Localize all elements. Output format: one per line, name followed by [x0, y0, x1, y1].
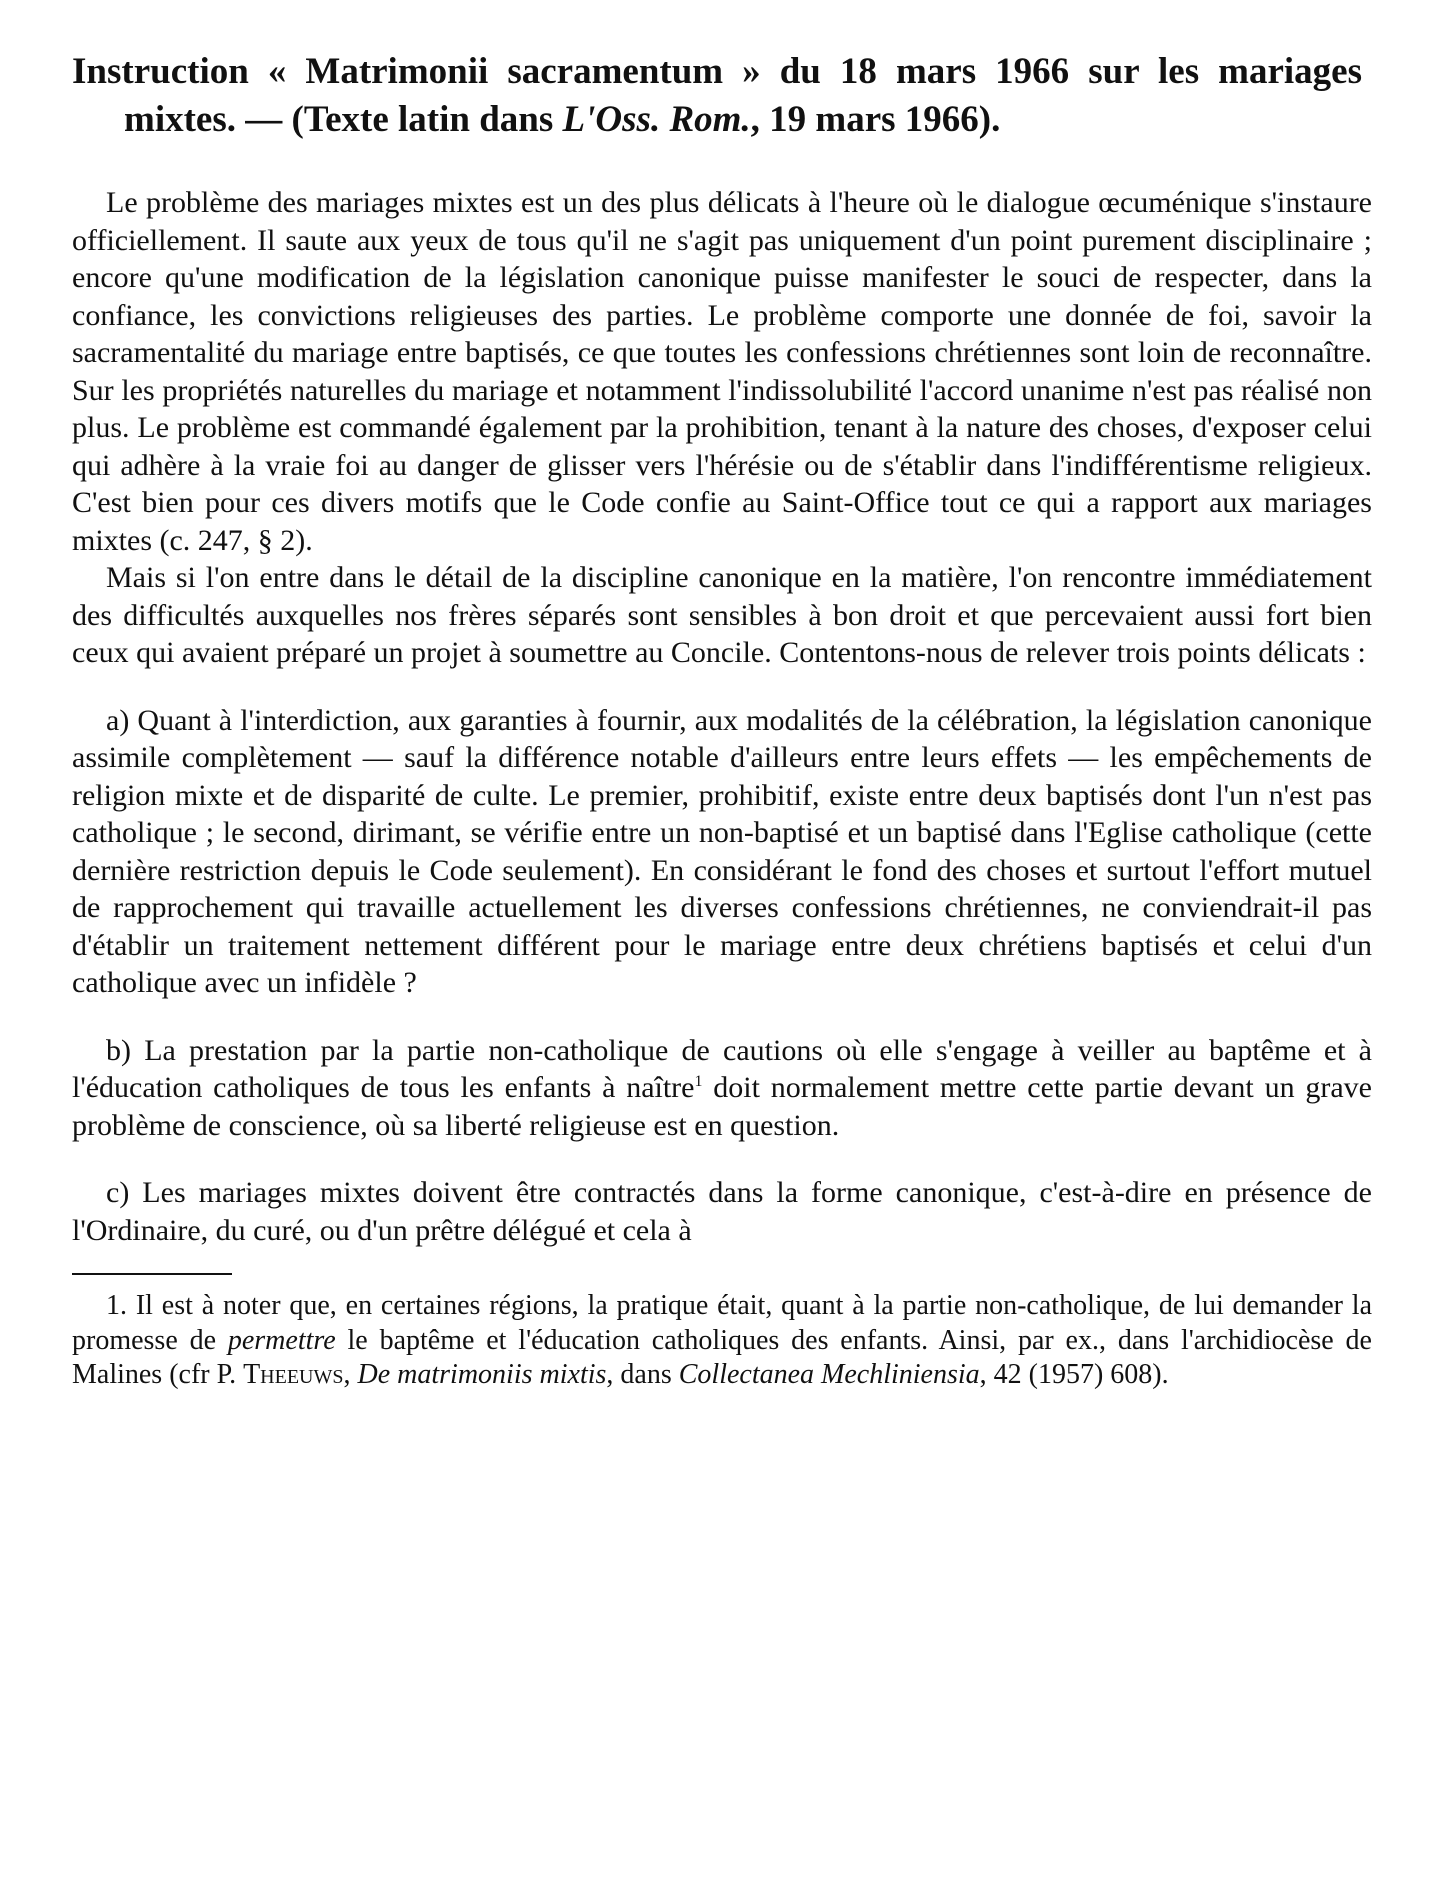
footnote-text-3: ,: [343, 1359, 358, 1390]
footnote-1: [72, 1289, 1372, 1393]
paragraph-intro: Le problème des mariages mixtes est un des plus délicats à l'heure où le dialogue œcuménique s'instaure officiellement. Il saute aux yeux de tous qu'il ne s'agit pas uniquement d'un point purement disciplinaire ; encore qu'une modification de la législation canonique puisse manifester le souci de respecter, dans la confiance, les convictions religieuses des parties. Le problème comporte une donnée de foi, savoir la sacramentalité du mariage entre baptisés, ce que toutes les confessions chrétiennes sont loin de reconnaître. Sur les propriétés naturelles du mariage et notamment l'indissolubilité l'accord unanime n'est pas réalisé non plus. Le problème est commandé également par la prohibition, tenant à la nature des choses, d'exposer celui qui adhère à la vraie foi au danger de glisser vers l'hérésie ou de s'établir dans l'indifférentisme religieux. C'est bien pour ces divers motifs que le Code confie au Saint-Office tout ce qui a rapport aux mariages mixtes (c. 247, § 2).: [72, 186, 1372, 557]
footnote-reference: 1: [694, 1073, 703, 1090]
footnote-text-5: , 42 (1957) 608).: [979, 1359, 1169, 1390]
point-b: [72, 1032, 1372, 1145]
footnote-journal-title: Collectanea Mechliniensia: [678, 1359, 980, 1390]
footnote-text-2: le baptême et l'éducation catholiques des enfants. Ainsi, par ex., dans l'archidiocèse de Malines (cfr P.: [72, 1324, 1372, 1390]
point-b-text-continued: doit normalement mettre cette partie devant un grave problème de conscience, où sa liberté religieuse est en question.: [72, 1071, 1372, 1142]
paragraph-difficulties: Mais si l'on entre dans le détail de la discipline canonique en la matière, l'on rencontre immédiatement des difficultés auxquelles nos frères séparés sont sensibles à bon droit et que percevaient aussi fort bien ceux qui avaient préparé un projet à soumettre au Concile. Contentons-nous de relever trois points délicats :: [72, 561, 1372, 669]
footnote-work-title: De matrimoniis mixtis: [357, 1359, 607, 1390]
heading-source-suffix: , 19 mars 1966).: [750, 99, 1001, 140]
heading-dash: —: [236, 99, 292, 140]
footnote-author: Theeuws: [243, 1359, 344, 1390]
heading-source-journal: L'Oss. Rom.: [562, 99, 751, 140]
heading-title: Instruction « Matrimonii sacramentum » du 18 mars 1966 sur les mariages mixtes.: [72, 51, 1362, 140]
point-a: a) Quant à l'interdiction, aux garanties à fournir, aux modalités de la célébration, la législation canonique assimile complètement — sauf la différence notable d'ailleurs entre leurs effets — les empêchements de religion mixte et de disparité de culte. Le premier, prohibitif, existe entre deux baptisés dont l'un n'est pas catholique ; le second, dirimant, se vérifie entre un non-baptisé et un baptisé dans l'Eglise catholique (cette dernière restriction depuis le Code seulement). En considérant le fond des choses et surtout l'effort mutuel de rapprochement qui travaille actuellement les diverses confessions chrétiennes, ne conviendrait-il pas d'établir un traitement nettement différent pour le mariage entre deux chrétiens baptisés et celui d'un catholique avec un infidèle ?: [72, 703, 1372, 999]
document-page: [72, 48, 1372, 1393]
footnote-emphasis: permettre: [227, 1324, 336, 1356]
heading-source-prefix: (Texte latin dans: [291, 99, 563, 140]
article-body: [72, 184, 1372, 1249]
footnote-text-4: , dans: [606, 1359, 679, 1390]
article-heading: [72, 48, 1362, 144]
point-c: c) Les mariages mixtes doivent être contractés dans la forme canonique, c'est-à-dire en présence de l'Ordinaire, du curé, ou d'un prêtre délégué et cela à: [72, 1176, 1372, 1247]
footnote-divider: [72, 1273, 232, 1275]
point-b-text: b) La prestation par la partie non-catholique de cautions où elle s'engage à veiller au baptême et à l'éducation catholiques de tous les enfants à naître: [72, 1033, 1372, 1104]
footnote-text: 1. Il est à noter que, en certaines régions, la pratique était, quant à la partie non-catholique, de lui demander la promesse de: [72, 1290, 1372, 1356]
